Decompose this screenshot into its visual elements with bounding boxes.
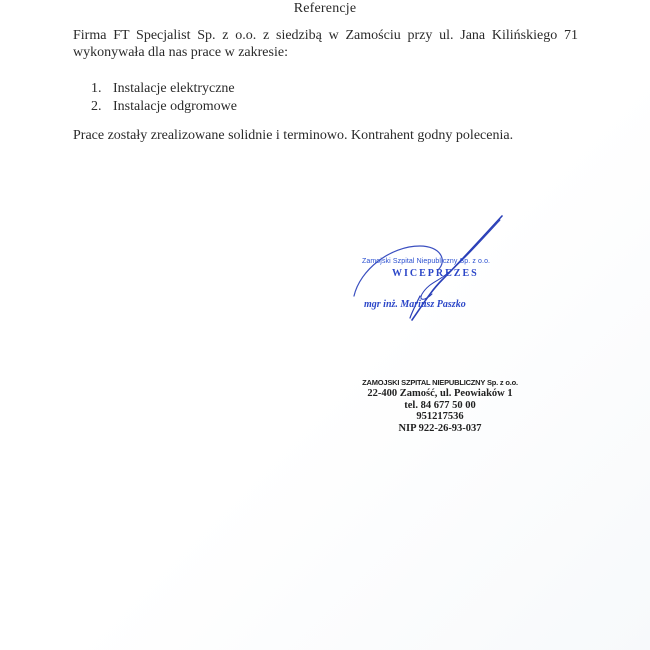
address-phone: tel. 84 677 50 00 xyxy=(404,399,476,411)
address-stamp xyxy=(350,378,530,434)
list-item-number: 1. xyxy=(91,81,102,96)
list-item-label: Instalacje odgromowe xyxy=(113,99,238,114)
list-item-number: 2. xyxy=(91,99,102,114)
list-item-label: Instalacje elektryczne xyxy=(113,81,235,96)
signature-stamp xyxy=(350,210,530,330)
stamp-company: Zamojski Szpital Niepubliczny Sp. z o.o. xyxy=(362,258,491,265)
address-nip: NIP 922-26-93-037 xyxy=(398,422,482,434)
address-organization: ZAMOJSKI SZPITAL NIEPUBLICZNY Sp. z o.o. xyxy=(362,378,518,387)
list-item xyxy=(91,98,237,116)
document-title: Referencje xyxy=(293,1,357,16)
intro-line-1: Firma FT Specjalist Sp. z o.o. z siedzibą w Zamościu przy ul. Jana Kilińskiego 71 xyxy=(73,28,578,43)
address-regon: 951217536 xyxy=(416,411,464,422)
list-item xyxy=(91,80,237,98)
stamp-signatory-name: mgr inż. Mariusz Paszko xyxy=(364,299,466,310)
address-street: 22-400 Zamość, ul. Peowiaków 1 xyxy=(367,388,513,399)
intro-paragraph xyxy=(73,27,578,61)
conclusion-paragraph: Prace zostały zrealizowane solidnie i terminowo. Kontrahent godny polecenia. xyxy=(73,128,514,143)
scope-list xyxy=(91,80,237,116)
intro-line-2: wykonywała dla nas prace w zakresie: xyxy=(73,45,288,60)
stamp-role: WICEPREZES xyxy=(392,268,479,279)
